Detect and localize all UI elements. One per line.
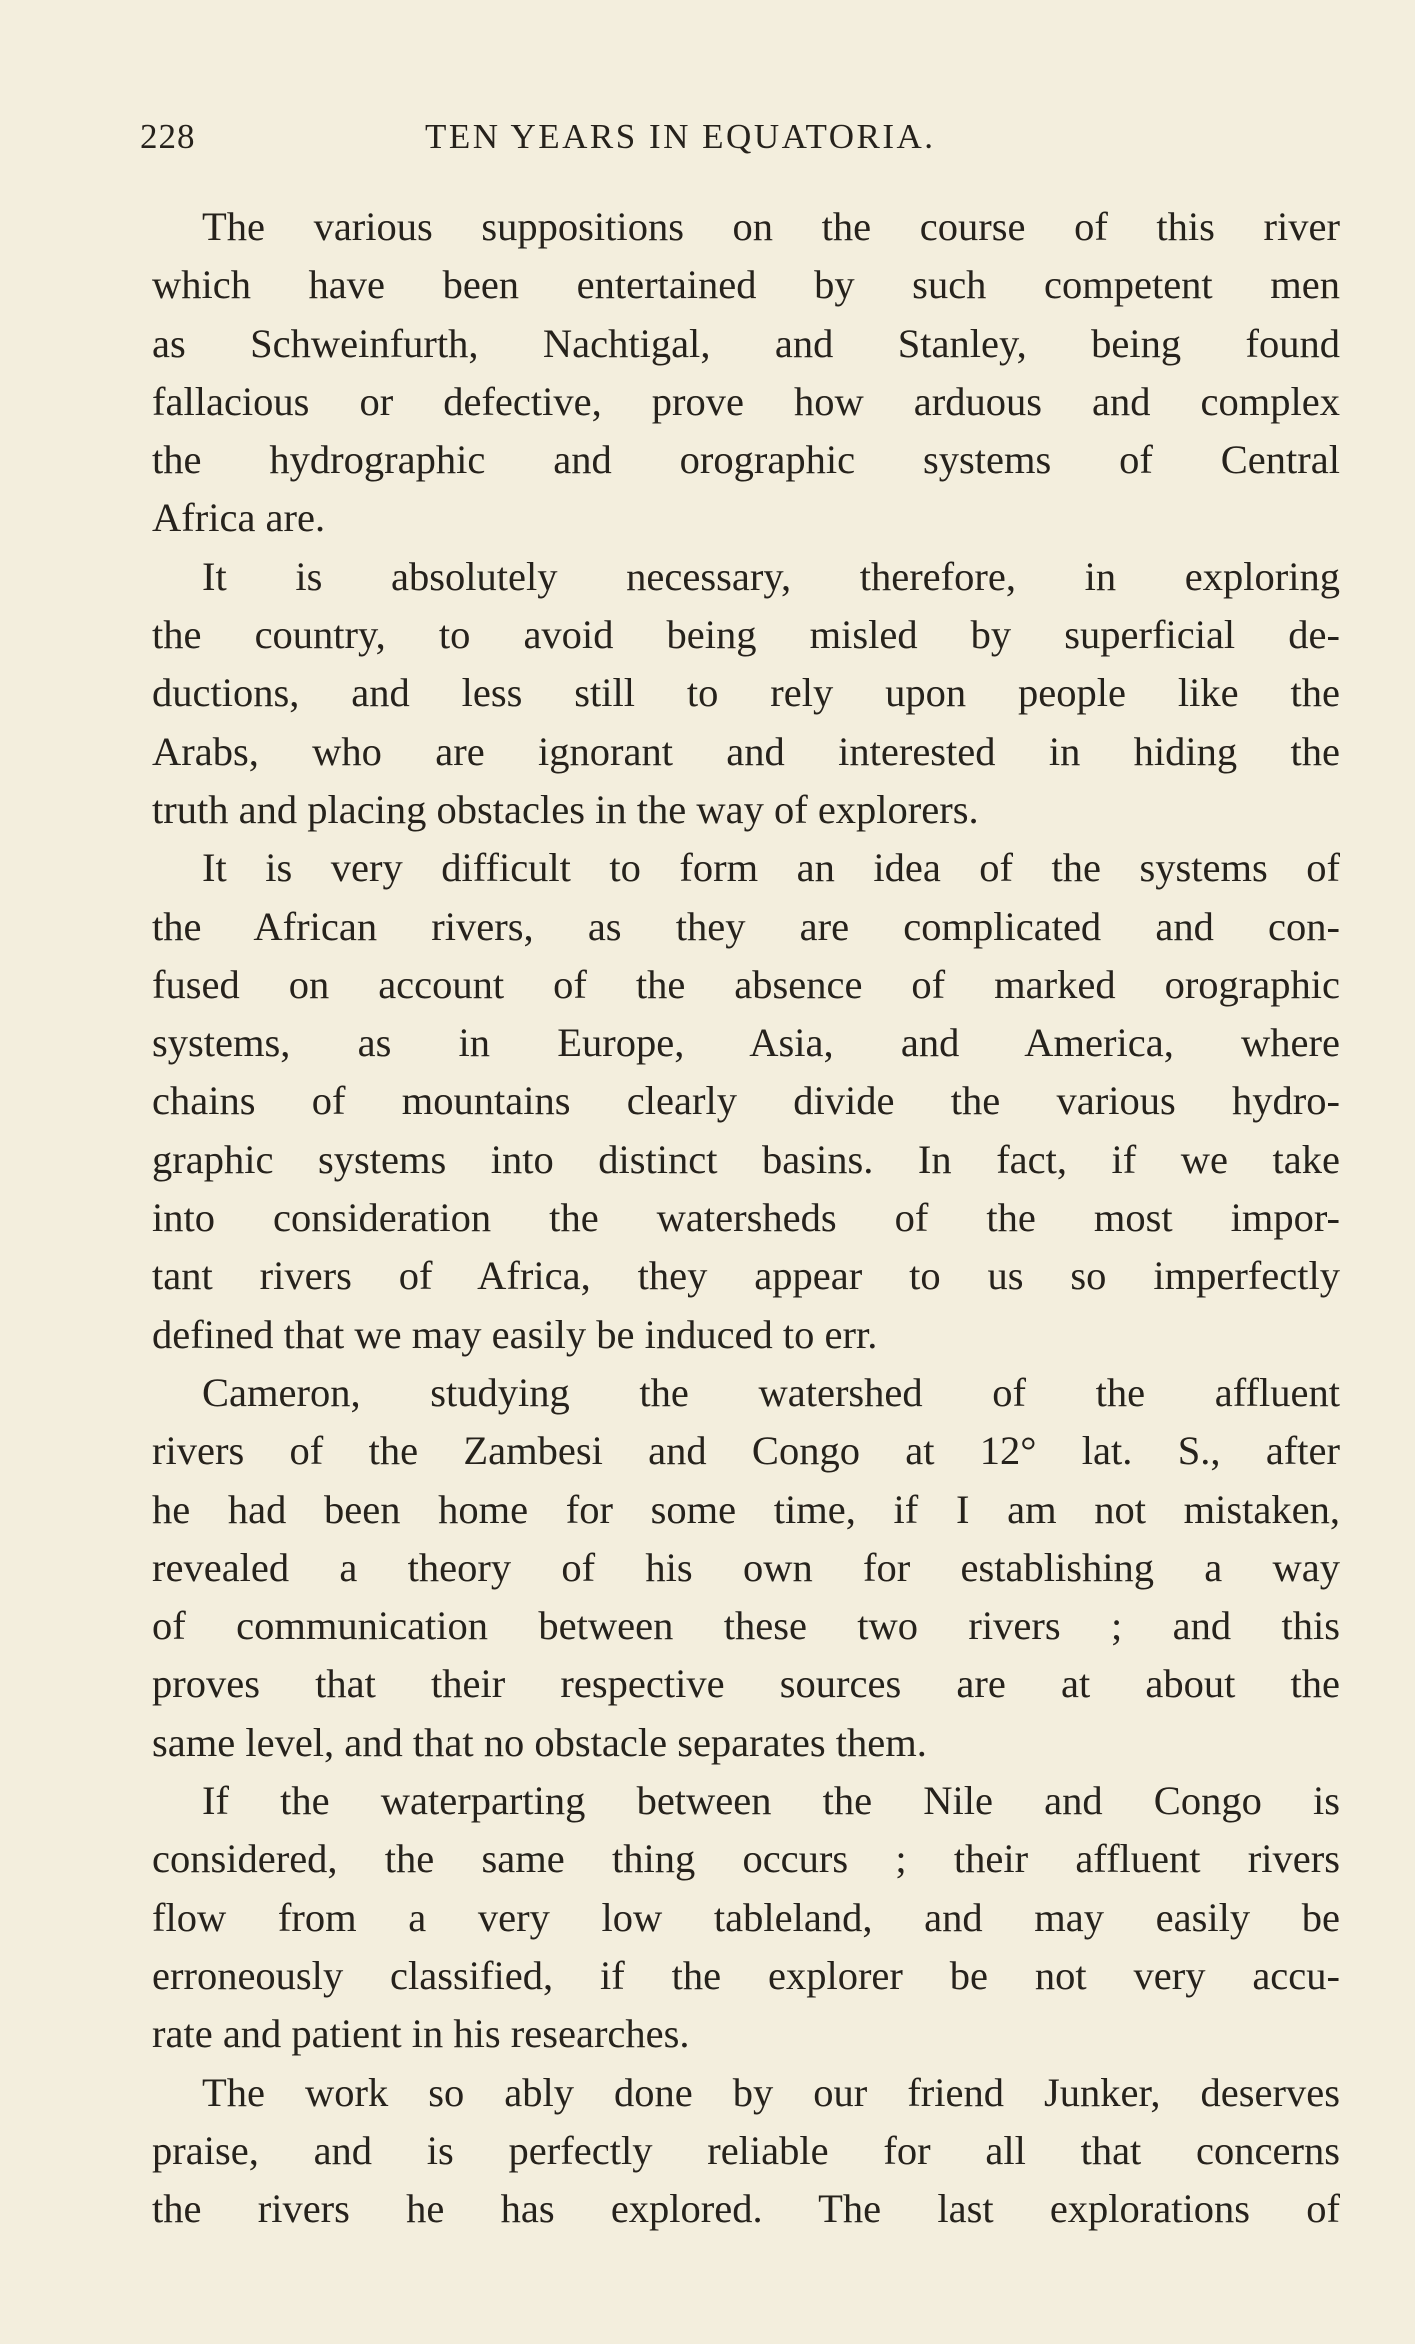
text-line: chains of mountains clearly divide the various hydro-	[152, 1078, 1340, 1124]
paragraph-5	[152, 1772, 1340, 2063]
paragraph-3	[152, 839, 1340, 1364]
text-line: It is absolutely necessary, therefore, in exploring	[202, 553, 1340, 599]
text-line: If the waterparting between the Nile and Congo is	[202, 1778, 1340, 1824]
text-line: Arabs, who are ignorant and interested in hiding the	[152, 728, 1340, 774]
text-line: into consideration the watersheds of the most impor-	[152, 1195, 1340, 1241]
text-line: Africa are.	[152, 495, 326, 541]
text-line: the rivers he has explored. The last explorations of	[152, 2186, 1340, 2232]
text-line: systems, as in Europe, Asia, and America, where	[152, 1020, 1340, 1066]
text-line: considered, the same thing occurs ; their affluent rivers	[152, 1836, 1340, 1882]
text-line: rate and patient in his researches.	[152, 2011, 690, 2057]
text-line: fused on account of the absence of marked orographic	[152, 961, 1340, 1007]
running-head	[140, 112, 1340, 162]
text-line: The work so ably done by our friend Junker, deserves	[202, 2069, 1340, 2115]
body-text	[152, 198, 1340, 2238]
running-title: TEN YEARS IN EQUATORIA.	[425, 117, 936, 156]
text-line: revealed a theory of his own for establishing a way	[152, 1544, 1340, 1590]
text-line: flow from a very low tableland, and may easily be	[152, 1894, 1340, 1940]
text-line: he had been home for some time, if I am not mistaken,	[152, 1486, 1340, 1532]
text-line: proves that their respective sources are at about the	[152, 1661, 1340, 1707]
text-line: same level, and that no obstacle separates them.	[152, 1719, 927, 1765]
text-line: It is very difficult to form an idea of the systems of	[202, 845, 1340, 891]
text-line: fallacious or defective, prove how arduous and complex	[152, 378, 1340, 424]
text-line: rivers of the Zambesi and Congo at 12° lat. S., after	[152, 1428, 1340, 1474]
text-line: ductions, and less still to rely upon people like the	[152, 670, 1340, 716]
text-line: the country, to avoid being misled by superficial de-	[152, 612, 1340, 658]
text-line: Cameron, studying the watershed of the affluent	[202, 1369, 1340, 1415]
text-line: graphic systems into distinct basins. In fact, if we take	[152, 1136, 1340, 1182]
text-line: the African rivers, as they are complicated and con-	[152, 903, 1340, 949]
paragraph-4	[152, 1364, 1340, 1772]
paragraph-1	[152, 198, 1340, 548]
text-line: defined that we may easily be induced to err.	[152, 1311, 878, 1357]
paragraph-6	[152, 2064, 1340, 2239]
text-line: of communication between these two rivers ; and this	[152, 1603, 1340, 1649]
text-line: truth and placing obstacles in the way of explorers.	[152, 786, 979, 832]
page-number: 228	[140, 117, 196, 156]
paragraph-2	[152, 548, 1340, 839]
text-line: the hydrographic and orographic systems of Central	[152, 437, 1340, 483]
text-line: as Schweinfurth, Nachtigal, and Stanley, being found	[152, 320, 1340, 366]
text-line: tant rivers of Africa, they appear to us so imperfectly	[152, 1253, 1340, 1299]
text-line: praise, and is perfectly reliable for all that concerns	[152, 2127, 1340, 2173]
text-line: erroneously classified, if the explorer be not very accu-	[152, 1952, 1340, 1998]
text-line: which have been entertained by such competent men	[152, 262, 1340, 308]
text-line: The various suppositions on the course of this river	[202, 204, 1340, 249]
